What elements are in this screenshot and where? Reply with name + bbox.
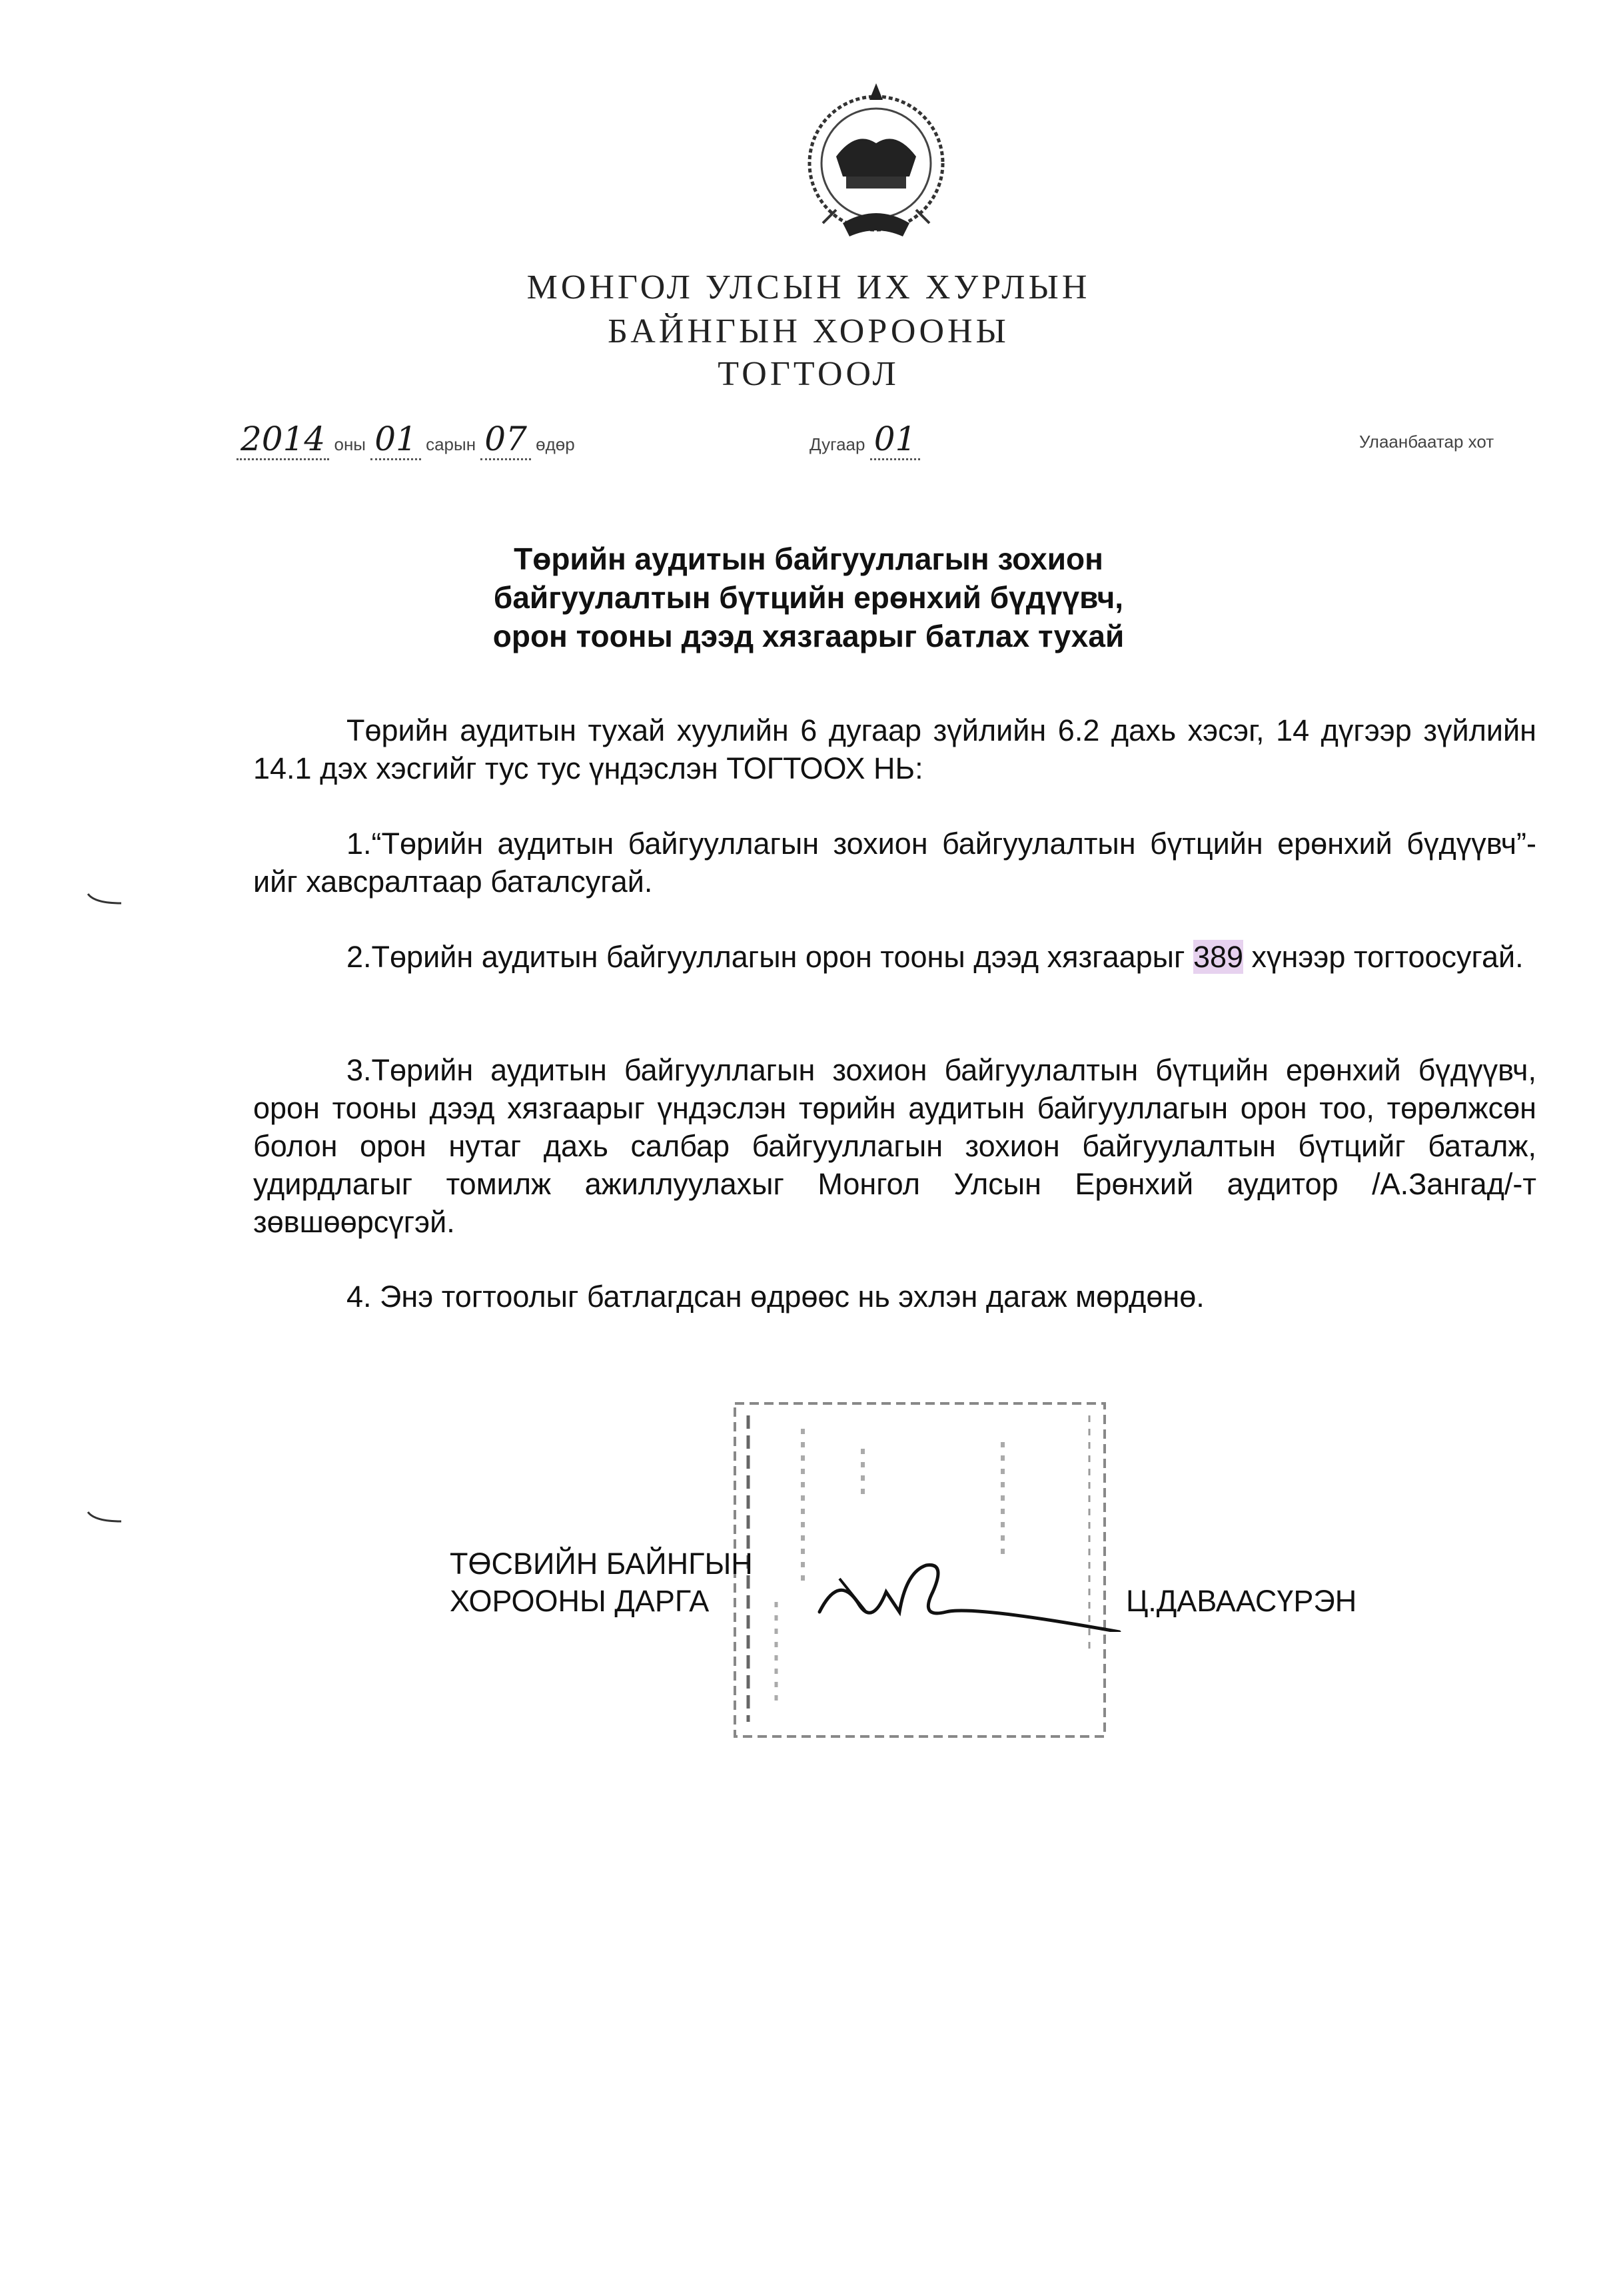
- signatory-name: Ц.ДАВААСҮРЭН: [1126, 1584, 1357, 1618]
- date-day-suffix: өдөр: [536, 434, 575, 454]
- number-field: [809, 420, 920, 458]
- title-line2: байгуулалтын бүтцийн ерөнхий бүдүүвч,: [493, 580, 1124, 615]
- resolution-item-2: [253, 938, 1536, 976]
- date-day: 07: [480, 420, 531, 460]
- margin-mark-icon: [87, 1511, 127, 1524]
- resolution-item-1: 1.“Төрийн аудитын байгууллагын зохион байгуулалтын бүтцийн ерөнхий бүдүүвч”-ийг хавсралтаар баталсугай.: [253, 827, 1536, 899]
- date-month-suffix: сарын: [426, 434, 476, 454]
- item2-text-before: 2.Төрийн аудитын байгууллагын орон тооны дээд хязгаарыг: [346, 940, 1185, 974]
- mongolian-state-emblem-icon: [796, 77, 956, 256]
- resolution-item-4: 4. Энэ тогтоолыг батлагдсан өдрөөс нь эхлэн дагаж мөрдөнө.: [346, 1280, 1205, 1314]
- title-line3: орон тооны дээд хязгаарыг батлах тухай: [492, 619, 1125, 653]
- resolution-item-3: 3.Төрийн аудитын байгууллагын зохион байгуулалтын бүтцийн ерөнхий бүдүүвч, орон тооны дээд хязгаарыг үндэслэн төрийн аудитын байгууллагын орон тоо, төрөлжсөн болон орон нутаг дахь салбар байгууллагын зохион байгуулалтын бүтцийг баталж, удирдлагыг томилж ажиллуулахыг Монгол Улсын Ерөнхий аудитор /А.Зангад/-т зөвшөөрсүгэй.: [253, 1053, 1536, 1239]
- margin-mark-icon: [87, 893, 127, 906]
- number-label: Дугаар: [809, 434, 865, 454]
- title-line1: Төрийн аудитын байгууллагын зохион: [514, 542, 1103, 576]
- place: Улаанбаатар хот: [1359, 432, 1494, 452]
- handwritten-signature-icon: [806, 1532, 1126, 1632]
- date-year-suffix: оны: [334, 434, 366, 454]
- intro-paragraph: Төрийн аудитын тухай хуулийн 6 дугаар зүйлийн 6.2 дахь хэсэг, 14 дүгээр зүйлийн 14.1 дэх хэсгийг тус тус үндэслэн ТОГТООХ НЬ:: [253, 713, 1536, 785]
- document-number: 01: [870, 420, 921, 460]
- org-name-line2: БАЙНГЫН ХОРООНЫ: [608, 312, 1009, 350]
- item2-text-after: хүнээр тогтоосугай.: [1251, 940, 1524, 974]
- date-field: [237, 420, 575, 458]
- document-type: ТОГТООЛ: [718, 355, 899, 393]
- staff-limit-number: 389: [1193, 940, 1244, 974]
- date-month: 01: [370, 420, 421, 460]
- date-year: 2014: [237, 420, 329, 460]
- org-name-line1: МОНГОЛ УЛСЫН ИХ ХУРЛЫН: [526, 268, 1091, 306]
- signatory-title-line1: ТӨСВИЙН БАЙНГЫН: [450, 1547, 753, 1581]
- signatory-title-line2: ХОРООНЫ ДАРГА: [450, 1584, 710, 1618]
